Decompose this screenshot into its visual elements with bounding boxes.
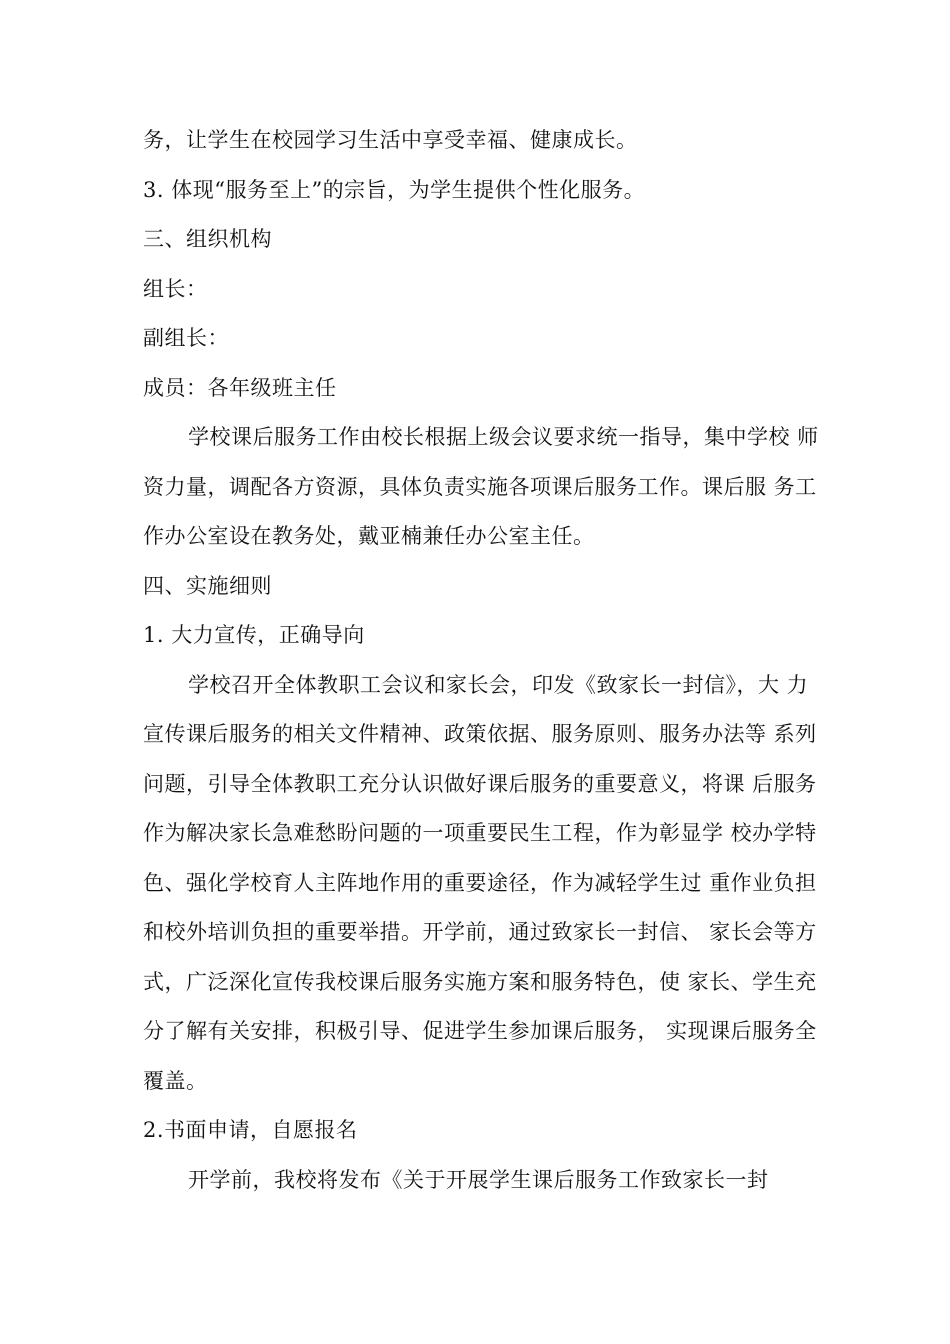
paragraph-line: 学校召开全体教职工会议和家长会，印发《致家长一封信》，大 力 [188,673,809,697]
section-heading-organization: 三、组织机构 [143,227,272,251]
paragraph-line: 问题，引导全体教职工充分认识做好课后服务的重要意义，将课 后服务 [143,772,817,796]
paragraph-line: 开学前，我校将发布《关于开展学生课后服务工作致家长一封 [188,1168,769,1192]
subheading-application: 2.书面申请，自愿报名 [143,1118,358,1142]
team-leader-line: 组长： [143,277,208,301]
members-line: 成员：各年级班主任 [143,376,337,400]
deputy-leader-line: 副组长： [143,326,229,350]
paragraph-line: 作为解决家长急难愁盼问题的一项重要民生工程，作为彰显学 校办学特 [143,821,817,845]
paragraph-line: 式，广泛深化宣传我校课后服务实施方案和服务特色，使 家长、学生充 [143,970,817,994]
paragraph-line: 分了解有关安排，积极引导、促进学生参加课后服务， 实现课后服务全 [143,1019,817,1043]
list-item-3: 3. 体现“服务至上”的宗旨，为学生提供个性化服务。 [143,178,646,202]
paragraph-line: 学校课后服务工作由校长根据上级会议要求统一指导，集中学校 师 [188,425,819,449]
paragraph-line: 作办公室设在教务处，戴亚楠兼任办公室主任。 [143,524,595,548]
paragraph-line: 宣传课后服务的相关文件精神、政策依据、服务原则、服务办法等 系列 [143,722,817,746]
subheading-publicity: 1. 大力宣传，正确导向 [143,623,365,647]
paragraph-line: 和校外培训负担的重要举措。开学前，通过致家长一封信、 家长会等方 [143,920,817,944]
section-heading-implementation: 四、实施细则 [143,574,272,598]
paragraph-line: 务，让学生在校园学习生活中享受幸福、健康成长。 [143,128,638,152]
paragraph-line: 覆盖。 [143,1069,208,1093]
paragraph-line: 色、强化学校育人主阵地作用的重要途径，作为减轻学生过 重作业负担 [143,871,817,895]
paragraph-line: 资力量，调配各方资源，具体负责实施各项课后服务工作。课后服 务工 [143,475,817,499]
